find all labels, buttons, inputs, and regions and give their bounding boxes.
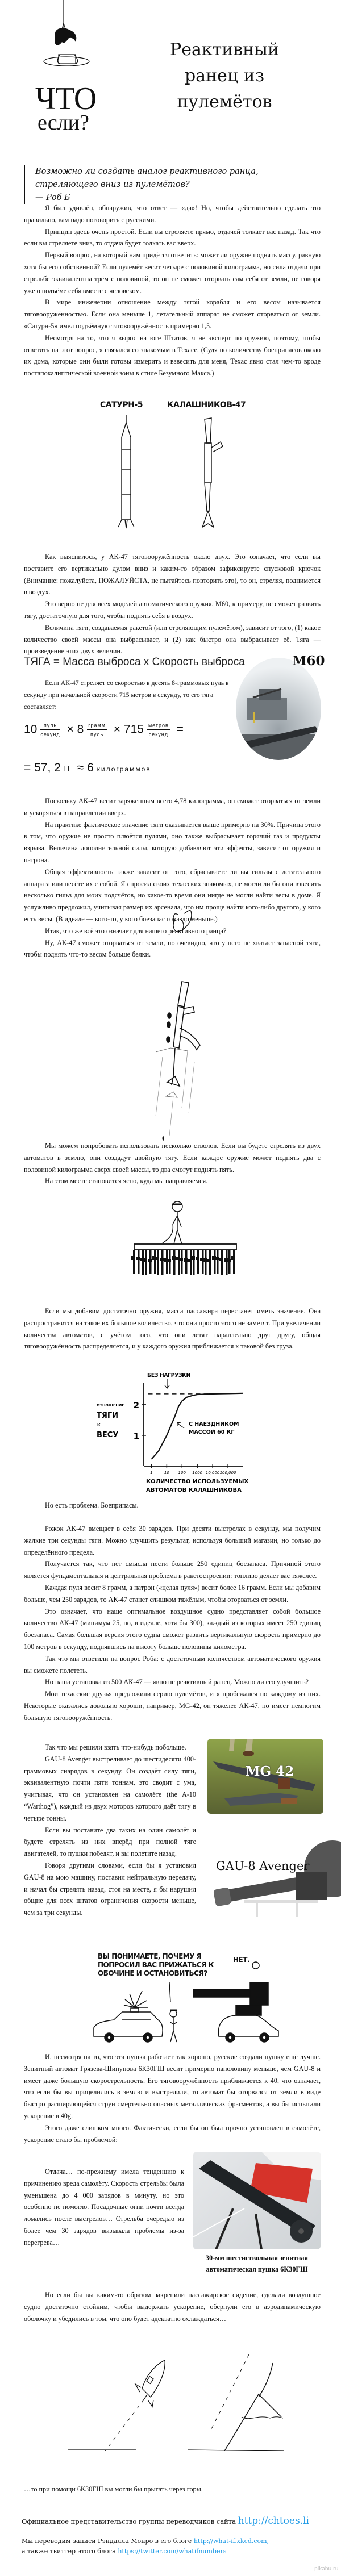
quoted-passage (24, 2166, 184, 2249)
paragraph: Рожок АК-47 вмещает в себя 30 зарядов. При десяти выстрелах в секунду, мы получим жалкие три секунды тяги. Можно улучшить результат, используя больший магазин, но только до определённого предела. (24, 1525, 321, 1556)
paragraph: GAU-8 Avenger выстреливает до шестидесяти 400-граммовых снарядов в секунду. Он создаёт силу тяги, эквивалентную почти пяти тоннам, это сводит с ума, учитывая, что он установлен на самолёте (the A-10 “Warthog”), каждый из двух моторов которого даёт тягу в четыре тонны. (24, 1755, 196, 1822)
fraction-meters-per-second (147, 723, 170, 737)
formula-bullets-rate: 10 (24, 723, 38, 736)
motion-lines (156, 1051, 194, 1136)
ak47-icon (161, 1250, 164, 1275)
x-tick-label: 10 (164, 1471, 169, 1475)
saturn-rocket-icon (118, 415, 134, 528)
paragraph: Поскольку АК-47 весит заряженным всего 4,78 килограмма, он сможет оторваться от земли и ускоряться в направлении вверх. (24, 797, 321, 817)
paragraph: Мы можем попробовать использовать несколько стволов. Если вы будете стрелять из двух автоматов в землю, они создадут двойную тягу. Если каждое оружие может поднять два с половиной килограмма сверх своей массы, то два смогут поднять пять. (24, 1142, 321, 1174)
comic-police-stop (91, 1982, 284, 2045)
ak47-magazine-icon (196, 1257, 199, 1260)
ak47-icon (209, 1250, 211, 1275)
fraction-numerator: пуль (40, 723, 60, 730)
ending-line (24, 2483, 321, 2495)
paragraph: Итак, что же всё это означает для нашего реактивного ранца? (45, 926, 227, 935)
caption-line-2: автоматическая пушка 6К30ГШ (206, 2265, 308, 2273)
police-car-icon (94, 1991, 163, 2042)
ak47-icon (138, 1250, 140, 1274)
x-label-1: КОЛИЧЕСТВО ИСПОЛЬЗУЕМЫХ (146, 1479, 249, 1485)
x-tick-label: 1000 (192, 1471, 203, 1475)
fraction-denominator: пуль (90, 732, 104, 737)
y-label-3: ВЕСУ (97, 1431, 119, 1439)
title-line-1: Реактивный (170, 40, 279, 60)
times-sign: × (113, 723, 121, 736)
page-title (153, 37, 296, 115)
title-line-2: ранец из (184, 66, 265, 86)
gau8-photo (210, 1838, 341, 1917)
ak47-magazine-icon (136, 1257, 140, 1260)
article-section-3 (24, 677, 232, 713)
paragraph: Если АК-47 стреляет со скоростью в десять 8-граммовых пуль в секунду при начальной скорости 715 метров в секунду, то его тяга составляет: (24, 679, 229, 711)
caption-line-1: 30-мм шестиствольная зенитная (205, 2254, 309, 2262)
gau8-label: GAU-8 Avenger (216, 1859, 310, 1873)
formula-velocity: 715 (123, 723, 144, 736)
paragraph: На практике фактическое значение тяги оказывается выше примерно на 30%. Причина этого в том, что оружие не просто плюётся пулями, оно также выбрасывает горячий газ и продукты взрыва. Величина дополнительной силы, которую добавляют эти эффекты, зависит от оружия и патрона. (24, 820, 321, 864)
paragraph: Но есть проблема. Боеприпасы. (45, 1501, 139, 1509)
ak47-icon (205, 1250, 207, 1275)
ak-array-icon (131, 1250, 235, 1275)
paragraph: Но наша установка из 500 АК-47 — явно не реактивный ранец. Можно ли его улучшить? (45, 1678, 309, 1686)
footer-twitter-text: а также твиттер этого блога (22, 2548, 116, 2555)
ak47-magazine-icon (143, 1258, 147, 1262)
approx-value: ≈ 6 (77, 761, 94, 774)
paragraph: Каждая пуля весит 8 грамм, а патрон («целая пуля») весит более 16 грамм. Если мы добавим больше, чем 250 зарядов, то АК-47 станет слишком тяжёлым, чтобы оторваться от земли. (24, 1583, 321, 1604)
footer-translate-text: Мы переводим записи Рэндалла Монро в его блоге (22, 2537, 192, 2545)
m60-label: M60 (292, 653, 325, 669)
ak47-icon (214, 1250, 216, 1274)
ak47-magazine-icon (155, 1257, 159, 1260)
x-tick-label: 1 (150, 1471, 153, 1475)
y-label-2: К (97, 1423, 101, 1427)
paragraph: И, несмотря на то, что эта пушка работает так хорошо, русские создали пушку ещё лучше. Зенитный автомат Грязева-Шипунова 6К30ГШ весит примерно наполовину меньше, чем GAU-8 и имеет даже большую скорострельность. Его тяговооружённость приближается к 40, что означает, что если бы вы прицелились в землю и выстрелили, то автомат бы оторвался от земли в виде быстро расширяющейся струи смертельно опасных металлических фрагментов, а вы бы испытали ускорение в 40g. (24, 2053, 321, 2120)
y-label-1: ТЯГИ (97, 1412, 119, 1420)
fraction-grams-per-bullet (87, 723, 107, 737)
question-author: — Роб Б (35, 193, 70, 202)
x-tick-label: 100,000 (219, 1471, 236, 1475)
ak47-icon (226, 1250, 228, 1275)
fraction-numerator: грамм (87, 723, 107, 730)
photo-caption (193, 2252, 321, 2275)
footer-official (22, 2515, 309, 2527)
ak47-magazine-icon (231, 1256, 235, 1260)
paragraph: Получается так, что нет смысла нести больше 250 единиц боезапаса. Причиной этого является фундаментальная и центральная проблема в ракетостроении: топливо делает вас тяжелее. (24, 1560, 321, 1580)
ak47-magazine-icon (219, 1258, 223, 1261)
comic-jump-over-mountains (68, 2354, 284, 2451)
comic-label-saturn: САТУРН-5 (100, 400, 143, 410)
ak47-rifle-icon (167, 982, 200, 1086)
ak47-icon (181, 1250, 183, 1274)
paragraph: Несмотря на то, что я вырос на юге Штатов, я не эксперт по оружию, поэтому, чтобы ответить на этот вопрос, я связался со знакомым в Техасе. (Судя по количеству боеприпасов около их дома, которые они были готовы измерить и взвесить для меня, Техас явно стал чем-то вроде постапокалиптической военной зоны в стиле Безумного Макса.) (24, 333, 321, 378)
paragraph: Если мы добавим достаточно оружия, масса пассажира перестанет иметь значение. Она распространится на такое их большое количество, что они просто этого не заметят. При увеличении количества автоматов, с учётом того, что они летят параллельно друг другу, общая тяговооружённость распределяется, и у каждого оружия приближается к таковой без груза. (24, 1307, 321, 1351)
ak47-icon (197, 1250, 199, 1274)
ak47-magazine-icon (184, 1258, 188, 1262)
watermark: pikabu.ru (314, 2566, 339, 2572)
platform-icon (134, 1244, 236, 1250)
annotation-rider-1: С НАЕЗДНИКОМ (189, 1421, 239, 1427)
article-section-8 (24, 1523, 321, 1724)
x-label-2: АВТОМАТОВ КАЛАШНИКОВА (146, 1487, 242, 1493)
ak47-magazine-icon (207, 1259, 211, 1262)
6k30gsh-gun-photo-placeholder (193, 2152, 321, 2249)
fraction-numerator: метров (147, 723, 170, 730)
approx-unit: килограммов (97, 765, 151, 773)
kalashnikov-icon (202, 418, 223, 527)
ak47-magazine-icon (179, 1258, 183, 1261)
ak47-magazine-icon (227, 1259, 231, 1262)
gau8-gun-photo-placeholder (210, 1838, 341, 1917)
footer-official-text: Официальное представительство группы переводчиков сайта (22, 2517, 236, 2525)
chtoes-link[interactable]: http://chtoes.li (238, 2515, 309, 2527)
reader-question (24, 165, 314, 204)
ak47-icon (221, 1250, 223, 1275)
mountain-icon (224, 2363, 283, 2451)
ak47-magazine-icon (167, 1259, 171, 1262)
mg42-label: MG 42 (246, 1764, 294, 1779)
y-tick-label: 1 (133, 1430, 139, 1441)
ak47-icon (233, 1250, 235, 1274)
comic-squirrel-on-ak (142, 966, 210, 1145)
ak47-icon (142, 1250, 144, 1275)
ak47-icon (157, 1250, 159, 1275)
ak47-magazine-icon (172, 1256, 176, 1260)
ak47-icon (178, 1250, 180, 1275)
article-section-11 (24, 2289, 321, 2324)
paragraph: Это верно не для всех моделей автоматического оружия. M60, к примеру, не сможет развить тягу, достаточную для того, чтобы поднять себя в воздух. (24, 600, 321, 620)
equals-sign: = (176, 723, 184, 736)
question-text: Возможно ли создать аналог реактивного ранца, стреляющего вниз из пулемётов? (35, 167, 259, 189)
thrust-result (24, 761, 151, 775)
ak47-magazine-icon (215, 1257, 219, 1260)
logo-illustration (43, 0, 94, 68)
paragraph: …то при помощи 6К30ГШ вы могли бы прыгать через горы. (24, 2485, 203, 2493)
paragraph: Но если бы вы каким-то образом закрепили пассажирское сидение, сделали воздушное судно достаточно стойким, чтобы выдержать ускорение, обернули его в аэродинамическую оболочку и убедились в том, что оно будет адекватно охлаждаться… (24, 2291, 321, 2323)
comic-saturn-vs-ak (102, 415, 239, 534)
paragraph: Первый вопрос, на который нам придётся ответить: может ли оружие поднять массу, равную хотя бы его собственной? Если пулемёт весит четыре с половиной килограмма, но сила отдачи при стрельбе эквивалентна трём с половиной, то он не сможет оторвать сам себя от земли, не говоря уже о подъёме себя вместе с человеком. (24, 251, 321, 295)
comic-rider-on-ak-platform (125, 1199, 239, 1278)
formula-heading: ТЯГА = Масса выброса x Скорость выброса (24, 656, 245, 668)
xkcd-blog-link[interactable]: http://what-if.xkcd.com, (193, 2537, 269, 2545)
officer-stick-figure-icon (169, 1982, 177, 2042)
title-line-3: пулемётов (177, 92, 272, 112)
thrust-formula (24, 723, 184, 737)
ak47-magazine-icon (148, 1259, 152, 1262)
ak47-icon (185, 1250, 188, 1274)
article-section-7 (24, 1500, 321, 1512)
ak47-icon (202, 1250, 204, 1274)
fraction-bullets-per-second (40, 723, 60, 737)
paragraph: Ну, АК-47 сможет оторваться от земли, но очевидно, что у него не хватает запасной тяги, чтобы поднять что-то весом больше белки. (24, 938, 321, 959)
comic-label-kalashnikov: КАЛАШНИКОВ-47 (167, 400, 246, 410)
paragraph: Этого даже слишком много. Фактически, если бы он был прочно установлен в самолёте, ускорение стало бы проблемой: (24, 2123, 321, 2144)
x-tick-label: 10,000 (205, 1471, 220, 1475)
paragraph: В мире инженерии отношение между тягой корабля и его весом называется тяговооружённостью. Если она меньше 1, летательный аппарат не сможет оторваться от земли. «Сатурн-5» имел подъёмную тяговооружённость примерно 1,5. (24, 298, 321, 330)
annotation-rider-2: МАССОЙ 60 КГ (189, 1429, 235, 1435)
chart-svg (91, 1369, 261, 1495)
ak47-magazine-icon (203, 1258, 207, 1262)
ak47-magazine-icon (191, 1256, 195, 1260)
trajectory-line (105, 2354, 249, 2451)
brand-title-what: ЧТО (35, 81, 97, 116)
paragraph: Так что мы решили взять что-нибудь побольше. (45, 1743, 186, 1751)
ak47-magazine-icon (160, 1258, 164, 1261)
ak47-magazine-icon (131, 1256, 135, 1260)
paragraph: Я был удивлён, обнаружив, что ответ — «да»! Но, чтобы действительно сделать это правильно, вам надо поговорить с русскими. (24, 204, 321, 224)
paragraph: На этом месте становится ясно, куда мы направляемся. (45, 1177, 208, 1185)
annotation-no-load: БЕЗ НАГРУЗКИ (147, 1372, 190, 1379)
ak47-icon (193, 1250, 195, 1275)
paragraph: Как выяснилось, у АК-47 тяговооружённость около двух. Это означает, что если вы поставите его вертикально дулом вниз и каким-то образом зафиксируете спусковой крючок (Внимание: пожалуйста, ПОЖАЛУЙСТА, не пытайтесь повторить это), то он, стреляя, поднимется в воздух. (24, 553, 321, 596)
speech-officer: ВЫ ПОНИМАЕТЕ, ПОЧЕМУ Я ПОПРОСИЛ ВАС ПРИЖАТЬСЯ К ОБОЧИНЕ И ОСТАНОВИТЬСЯ? (98, 1952, 214, 1977)
paragraph: Если вы поставите два таких на один самолёт и будете стрелять из них вперёд при полной тяге двигателей, то пушки победят, и вы полетите назад. (24, 1826, 196, 1858)
x-tick-label: 100 (178, 1471, 186, 1475)
paragraph: Это означает, что наше оптимальное воздушное судно представляет собой большое количество АК-47 (минимум 25, но, в идеале, хотя бы 300), каждый из которых имеет 250 единиц боезапаса. Самая большая версия этого судна сможет развить вертикальную скорость примерно до 100 метров в секунду, поднявшись на высоту больше половины километра. (24, 1607, 321, 1651)
paragraph: Так что мы ответили на вопрос Роба: с достаточным количеством автоматического оружия вы сможете полететь. (24, 1654, 321, 1675)
hanging-figure-icon (43, 0, 94, 68)
6k30gsh-photo (193, 2152, 321, 2249)
article-section-6 (24, 1305, 321, 1352)
brand-title-if: если? (38, 111, 89, 135)
article-section-4 (24, 795, 321, 961)
ak47-icon (173, 1250, 176, 1275)
arrow-icon (177, 1422, 184, 1428)
y-tick-label: 2 (133, 1400, 139, 1410)
ak47-icon (154, 1250, 156, 1274)
speech-driver: НЕТ. (233, 1956, 249, 1964)
paragraph: Принцип здесь очень простой. Если вы стреляете прямо, отдачей толкает вас назад. Так что если вы стреляете вниз, то отдача будет толкать вас вверх. (24, 227, 321, 248)
footer-translate (22, 2536, 269, 2557)
ak47-icon (133, 1250, 135, 1274)
arrow-icon (165, 1379, 169, 1388)
paragraph: Мои техасские друзья предложили серию пулемётов, и я пробежался по каждому из них. Некоторые оказались довольно хороши, например, MG-42, он тяжелее АК-47, но имеет немногим большую тяговооружённость. (24, 1690, 321, 1722)
m60-gun-photo-placeholder (236, 658, 321, 760)
ak47-icon (145, 1250, 147, 1275)
article-section-9 (24, 1742, 196, 1919)
fraction-denominator: секунд (148, 732, 168, 737)
article-section-5 (24, 1140, 321, 1187)
aircraft-icon (135, 2360, 165, 2407)
paragraph: Говоря другими словами, если бы я установил GAU-8 на мою машину, поставил нейтральную передачу, и начал бы стрелять назад, стоя на месте, я бы нарушил общие для всех штатов ограничения скорости меньше, чем за три секунды. (24, 1861, 196, 1917)
article-section-10 (24, 2051, 321, 2145)
fraction-denominator: секунд (40, 732, 60, 737)
result-value: = 57, 2 (24, 761, 61, 774)
paragraph: Отдача… по-прежнему имела тенденцию к причинению вреда самолёту. Скорость стрельбы была уменьшена до 4 000 зарядов в минуту, но это особенно не помогло. Посадочные огни почти всегда ломались после выстрелов… Стрельба очередью из более чем 30 зарядов вызывала проблемы из-за перегрева… (24, 2168, 184, 2247)
twitter-link[interactable]: https://twitter.com/whatifnumbers (118, 2548, 227, 2555)
article-section-2 (24, 551, 321, 657)
m60-photo (236, 658, 321, 760)
paragraph: Величина тяги, создаваемая ракетой (или стреляющим пулемётом), зависит от того, (1) какое количество своей массы она выбрасывает, и (2) как быстро она выбрасывает её. Тяга — произведение этих двух величин. (24, 623, 321, 656)
thrust-weight-chart (91, 1369, 261, 1495)
result-unit: Н (64, 765, 71, 773)
ak47-icon (217, 1250, 219, 1274)
times-sign: × (66, 723, 74, 736)
y-label-small: ОТНОШЕНИЕ (97, 1403, 124, 1408)
formula-bullet-mass: 8 (77, 723, 84, 736)
stick-figure-icon (163, 1201, 182, 1244)
paragraph: Общая эффективность также зависит от того, сбрасываете ли вы гильзы с летательного аппарата или несёте их с собой. Я спросил своих техасских знакомых, не могли ли бы они взвесить несколько гильз для моих подсчётов, но какое-то время они нигде не могли найти весы в доме. Я услужливо предложил, учитывая размер их арсенала, что им проще найти кого-либо другого, у кого есть весы. (В идеале — кого-то, у кого боезапас гораздо меньше.) (24, 867, 321, 923)
article-section-1 (24, 202, 321, 379)
